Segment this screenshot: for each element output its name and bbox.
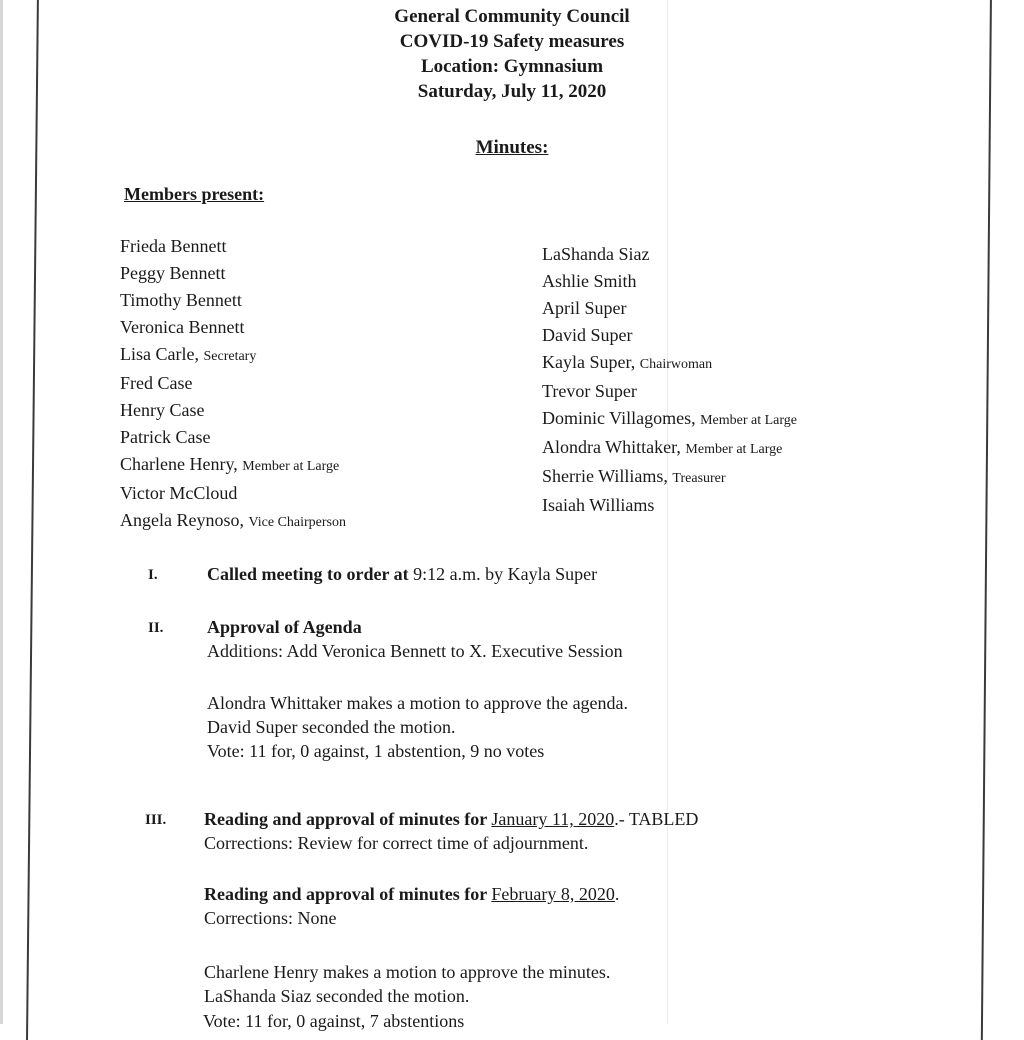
members-heading: Members present:	[124, 184, 265, 204]
member: Timothy Bennett	[120, 290, 242, 310]
member: Isaiah Williams	[542, 495, 655, 515]
member: David Super	[542, 325, 633, 345]
section-numeral: II.	[148, 620, 164, 636]
minutes-second: LaShanda Siaz seconded the motion.	[204, 986, 470, 1006]
agenda-second: David Super seconded the motion.	[207, 717, 456, 737]
member-role: Member at Large	[700, 413, 797, 428]
member: Ashlie Smith	[542, 271, 637, 291]
member: Dominic Villagomes, Member at Large	[542, 408, 797, 428]
minutes-item-date: February 8, 2020	[491, 884, 615, 904]
minutes-title	[0, 137, 1024, 159]
agenda-motion: Alondra Whittaker makes a motion to approve the agenda.	[207, 693, 629, 713]
document-header	[0, 4, 1024, 104]
member-role: Member at Large	[242, 459, 340, 474]
section-title: Approval of Agenda	[207, 617, 362, 637]
member-role: Member at Large	[685, 442, 783, 457]
members-list-right	[542, 241, 797, 519]
member: Alondra Whittaker, Member at Large	[542, 437, 783, 457]
member-role: Chairwoman	[639, 357, 713, 372]
agenda-vote: Vote: 11 for, 0 against, 1 abstention, 9 no votes	[207, 741, 545, 761]
member: Sherrie Williams, Treasurer	[542, 466, 726, 486]
member-role: Treasurer	[672, 471, 726, 486]
member: Frieda Bennett	[120, 236, 227, 256]
meeting-subject: COVID-19 Safety measures	[399, 31, 625, 52]
member: Lisa Carle, Secretary	[120, 344, 257, 364]
section-detail: 9:12 a.m. by Kayla Super	[408, 564, 598, 584]
member: Henry Case	[120, 400, 205, 420]
minutes-item-suffix: .	[614, 884, 620, 904]
organization-name: General Community Council	[394, 6, 630, 27]
section-numeral: III.	[145, 812, 167, 828]
member: Trevor Super	[542, 381, 637, 401]
minutes-item-date: January 11, 2020	[491, 809, 615, 829]
member-role: Vice Chairperson	[248, 515, 346, 530]
member: Charlene Henry, Member at Large	[120, 454, 340, 474]
agenda-additions: Additions: Add Veronica Bennett to X. Executive Session	[207, 641, 623, 661]
member: Patrick Case	[120, 427, 211, 447]
members-list-left	[120, 233, 346, 536]
minutes-item-title: Reading and approval of minutes for	[204, 809, 492, 829]
minutes-motion: Charlene Henry makes a motion to approve the minutes.	[204, 962, 611, 982]
minutes-item-corrections: Corrections: Review for correct time of adjournment.	[204, 833, 589, 853]
member: Veronica Bennett	[120, 317, 245, 337]
member: Victor McCloud	[120, 483, 238, 503]
member: LaShanda Siaz	[542, 244, 650, 264]
member: Kayla Super, Chairwoman	[542, 352, 713, 372]
meeting-date: Saturday, July 11, 2020	[417, 81, 607, 102]
section-title: Called meeting to order at	[207, 564, 409, 584]
minutes-item-status: .- TABLED	[614, 809, 699, 829]
member: Peggy Bennett	[120, 263, 226, 283]
minutes-vote-partial: Vote: 11 for, 0 against, 7 abstentions	[203, 1011, 465, 1031]
section-numeral: I.	[148, 567, 158, 583]
member-role: Secretary	[203, 349, 257, 364]
member: April Super	[542, 298, 627, 318]
meeting-location: Location: Gymnasium	[420, 56, 604, 77]
minutes-item-title: Reading and approval of minutes for	[204, 884, 492, 904]
minutes-item-corrections: Corrections: None	[204, 908, 337, 928]
minutes-title-text: Minutes:	[475, 137, 549, 158]
member: Fred Case	[120, 373, 193, 393]
member: Angela Reynoso, Vice Chairperson	[120, 510, 346, 530]
